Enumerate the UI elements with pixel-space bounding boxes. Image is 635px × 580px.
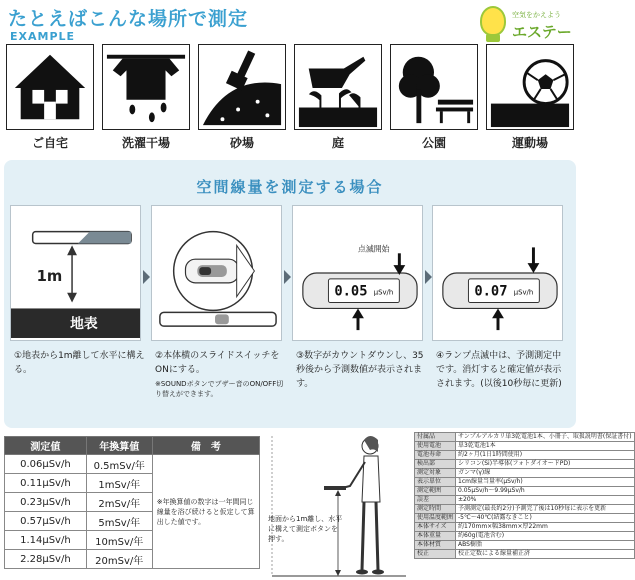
spec-table [414, 432, 635, 559]
step-3-illustration [292, 205, 423, 341]
table-row: 0.57μSv/h 5mSv/年 [5, 512, 260, 531]
step-3 [292, 205, 423, 415]
measurement-title: 空間線量を測定する場合 [196, 178, 384, 196]
step-4-illustration [432, 205, 563, 341]
table-row: 測定対象 ガンマ(γ)線 [415, 469, 635, 478]
table-row: 本体重量 約60g(電池含む) [415, 532, 635, 541]
example-garden [294, 44, 382, 156]
table-row: 電池寿命 約2ヶ月(1日1時間使用) [415, 451, 635, 460]
next-arrow-icon [284, 270, 291, 284]
table-row: 校正 校正定数による線量補正済 [415, 550, 635, 559]
conversion-table [4, 436, 260, 569]
page-subtitle: EXAMPLE [10, 30, 76, 43]
height-label: 1m [36, 267, 63, 285]
example-laundry [102, 44, 190, 156]
logo-tagline: 空気をかえよう [512, 11, 561, 19]
example-label: 砂場 [229, 136, 254, 150]
table-row: 誤差 ±20% [415, 496, 635, 505]
example-label: 運動場 [511, 136, 548, 150]
page-title: たとえばこんな場所で測定 [8, 8, 249, 30]
step-1-illustration [10, 205, 141, 341]
table-row: 1.14μSv/h 10mSv/年 [5, 531, 260, 550]
table-row: 測定時間 予測測定(最長約2分)予測完了後は10秒毎に表示を更新 [415, 505, 635, 514]
col-header-note: 備 考 [152, 437, 259, 455]
step-3-text: ③数字がカウントダウンし、35秒後から予測数値が表示されます。 [296, 351, 424, 389]
table-row: 使用温度範囲 -5℃〜40℃(結露なきこと) [415, 514, 635, 523]
table-row: 本体サイズ 約170mm×幅38mm×厚22mm [415, 523, 635, 532]
next-arrow-icon [143, 270, 150, 284]
example-park [390, 44, 478, 156]
lightbulb-icon [480, 6, 506, 36]
person-illustration [266, 432, 414, 580]
display-reading: 0.07 [474, 283, 508, 300]
table-row: 表示単位 1cm線量当量率(μSv/h) [415, 478, 635, 487]
display-unit: μSv/h [373, 288, 394, 297]
garden-icon [294, 44, 382, 130]
step-2-text: ②本体横のスライドスイッチをONにする。 ※SOUNDボタンでブザー音のON/OFF切り替えができます。 [155, 349, 287, 399]
table-row: 0.23μSv/h 2mSv/年 [5, 493, 260, 512]
sandbox-icon [198, 44, 286, 130]
playground-icon [486, 44, 574, 130]
col-header-value: 測定値 [5, 437, 87, 455]
table-row: 測定範囲 0.05μSv/h〜9.99μSv/h [415, 487, 635, 496]
step-1-text: ①地表から1m離して水平に構える。 [14, 351, 145, 375]
step-4-text: ④ランプ点滅中は、予測測定中です。消灯すると確定値が表示されます。(以後10秒毎に更新) [436, 351, 562, 389]
park-icon [390, 44, 478, 130]
example-playground [486, 44, 574, 156]
example-label: 庭 [331, 136, 344, 150]
table-row: 0.11μSv/h 1mSv/年 [5, 474, 260, 493]
step-2 [151, 205, 282, 415]
step-2-illustration [151, 205, 282, 341]
example-label: 洗濯干場 [121, 136, 170, 150]
example-label: 公園 [421, 136, 446, 150]
blink-label: 点滅開始 [357, 244, 390, 254]
table-row: 2.28μSv/h 20mSv/年 [5, 550, 260, 569]
col-header-year: 年換算値 [86, 437, 152, 455]
table-row: 0.06μSv/h 0.5mSv/年 ※年換算値の数字は一年間同じ線量を浴び続けると仮定して算出した値です。 [5, 455, 260, 474]
table-row: 使用電池 単3乾電池1本 [415, 442, 635, 451]
example-label: ご自宅 [31, 136, 68, 150]
table-row: 付属品 サンプルアルカリ単3乾電池1本、小冊子、取扱説明書(保証書付) [415, 433, 635, 442]
display-reading: 0.05 [334, 283, 368, 300]
table-row: 本体材質 ABS樹脂 [415, 541, 635, 550]
step-2-note: ※SOUNDボタンでブザー音のON/OFF切り替えができます。 [155, 380, 284, 398]
laundry-icon [102, 44, 190, 130]
conversion-note: ※年換算値の数字は一年間同じ線量を浴び続けると仮定して算出した値です。 [152, 455, 259, 569]
example-places [6, 44, 574, 156]
table-row: 検出部 シリコン(Si)半導体(フォトダイオードPD) [415, 460, 635, 469]
ground-label: 地表 [70, 316, 98, 333]
example-home [6, 44, 94, 156]
step-1 [10, 205, 145, 415]
next-arrow-icon [425, 270, 432, 284]
example-sandbox [198, 44, 286, 156]
brand-logo [476, 4, 576, 48]
step-4 [432, 205, 563, 415]
logo-name: エステー [512, 23, 572, 41]
person-caption: 地面から1m離し、水平に構えて測定ボタンを押す。 [268, 515, 343, 543]
house-icon [6, 44, 94, 130]
display-unit: μSv/h [513, 288, 534, 297]
